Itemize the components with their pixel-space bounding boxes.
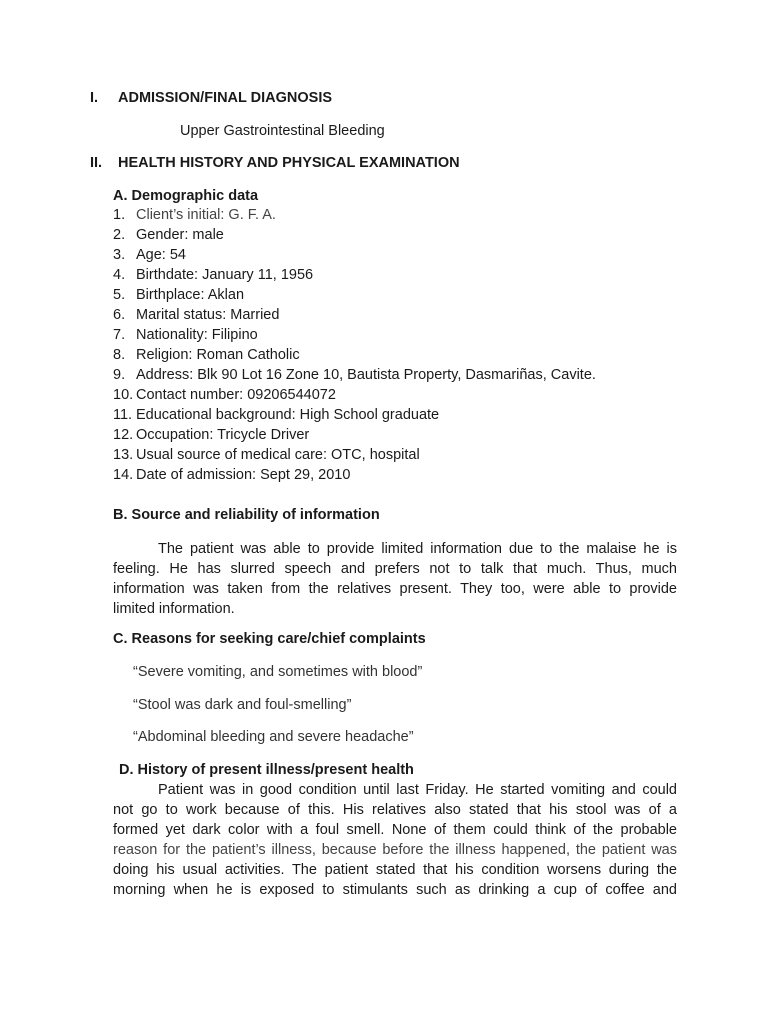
final-diagnosis-text: Upper Gastrointestinal Bleeding	[180, 123, 385, 139]
complaint-quote: “Stool was dark and foul-smelling”	[133, 697, 352, 713]
source-reliability-heading: B. Source and reliability of information	[113, 507, 380, 523]
complaint-quote: “Abdominal bleeding and severe headache”	[133, 729, 414, 745]
paragraph-line: Patient was in good condition until last Friday. He started vomiting and could	[158, 782, 677, 798]
paragraph-line: not go to work because of this. His relatives also stated that his stool was of a	[113, 802, 677, 818]
paragraph-line: reason for the patient’s illness, because before the illness happened, the patient was	[113, 842, 677, 858]
source-reliability-paragraph	[113, 539, 677, 619]
paragraph-line: The patient was able to provide limited information due to the malaise he is	[158, 541, 677, 557]
present-illness-paragraph	[113, 780, 677, 900]
paragraph-line: doing his usual activities. The patient stated that his condition worsens during the	[113, 862, 677, 878]
paragraph-line: limited information.	[113, 601, 235, 617]
section-2-heading: HEALTH HISTORY AND PHYSICAL EXAMINATION	[118, 155, 460, 171]
section-1-numeral: I.	[90, 90, 99, 106]
paragraph-line: morning when he is exposed to stimulants such as drinking a cup of coffee and	[113, 882, 677, 898]
demographic-data-heading: A. Demographic data	[113, 188, 259, 204]
paragraph-line: formed yet dark color with a foul smell. None of them could think of the probable	[113, 822, 677, 838]
section-1-heading: ADMISSION/FINAL DIAGNOSIS	[118, 90, 333, 106]
complaint-quote: “Severe vomiting, and sometimes with blood”	[133, 664, 423, 680]
chief-complaints-heading: C. Reasons for seeking care/chief complaints	[113, 631, 426, 647]
document-page: I. ADMISSION/FINAL DIAGNOSIS Upper Gastrointestinal Bleeding II. HEALTH HISTORY AND PHYSICAL EXAMINATION A. Demographic data 1. Client’s initial: G. F. A. 2. Gender: male 3. Age: 54 4. Birthdate: January 11, 1956 5. Birthplace: Aklan 6. Marital status: Married 7. Nationality: Filipino 8. Religion: Roman Catholic 9. Address: Blk 90 Lot 16 Zone 10, Bautista Property, Dasmariñas, Cavite. 10. Contact number: 09206544072 11. Educational background: High School graduate 12. Occupation: Tricycle Driver 13. Usual source of medical care: OTC, hospital 14. Date of admission: Sept 29, 2010 B. Source and reliability of information The patient was able to provide limited information due to the malaise he is feeling. He has slurred speech and prefers not to talk that much. Thus, much information was taken from the relatives present. They too, were able to provide limited information. C. Reasons for seeking care/chief complaints “Severe vomiting, and sometimes with blood” “Stool was dark and foul-smelling” “Abdominal bleeding and severe headache” D. History of present illness/present health Patient was in good condition until last Friday. He started vomiting and could not go to work because of this. His relatives also stated that his stool was of a formed yet dark color with a foul smell. None of them could think of the probable reason for the patient’s illness, because before the illness happened, the patient was doing his usual activities. The patient stated that his condition worsens during the morning when he is exposed to stimulants such as drinking a cup of coffee and	[90, 90, 677, 898]
paragraph-line: feeling. He has slurred speech and prefers not to talk that much. Thus, much	[113, 561, 677, 577]
section-2-numeral: II.	[90, 155, 103, 171]
paragraph-line: information was taken from the relatives present. They too, were able to provide	[113, 581, 677, 597]
present-illness-heading: D. History of present illness/present health	[119, 762, 414, 778]
